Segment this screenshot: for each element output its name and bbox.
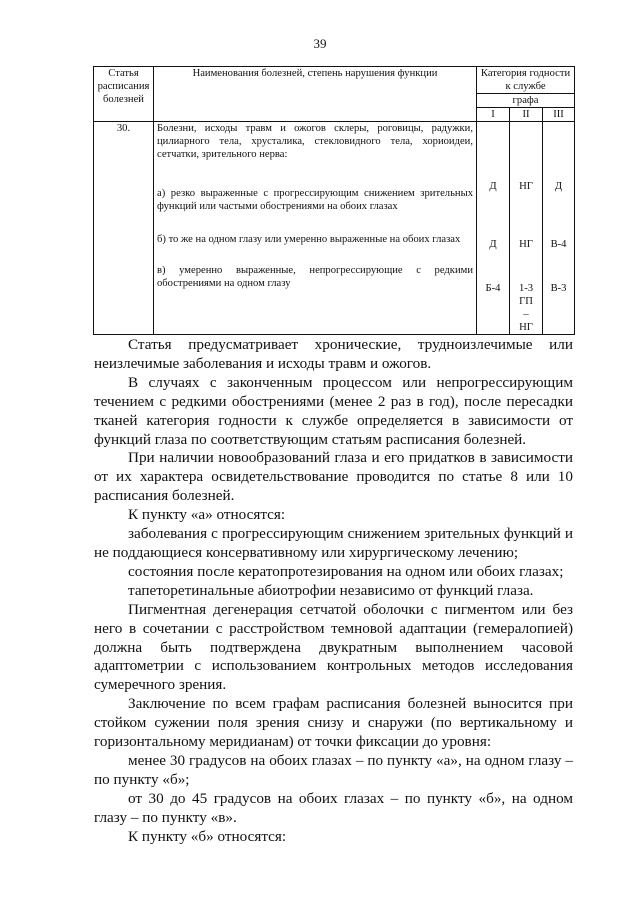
paragraph: Пигментная дегенерация сетчатой оболочки с пигментом или без него в сочетании с расстройством темновой адаптации (гемералопией) должна быть подтверждена двукратным выполнением часовой адаптометрии с использованием контрольных методов исследования сумеречного зрения. [94, 600, 573, 694]
article-commentary [94, 336, 573, 846]
item-a-grafa-2: НГ [519, 181, 533, 192]
item-b-grafa-1: Д [489, 239, 497, 250]
item-c-grafa-2: 1-3 ГП – НГ [518, 283, 534, 333]
header-column-3: III [543, 108, 575, 122]
header-column-2: II [510, 108, 543, 122]
header-disease-name: Наименования болезней, степень нарушения функции [154, 67, 477, 122]
paragraph: от 30 до 45 градусов на обоих глазах – по пункту «б», на одном глазу – по пункту «в». [94, 789, 573, 826]
disease-description [154, 122, 477, 335]
item-a-text: а) резко выраженные с прогрессирующим снижением зрительных функций или частыми обострениями на обоих глазах [157, 188, 473, 212]
paragraph: В случаях с законченным процессом или непрогрессирующим течением с редкими обострениями (менее 2 раз в год), после пересадки тканей категория годности к службе определяется в зависимости от функций глаза по соответствующим статьям расписания болезней. [94, 373, 573, 448]
paragraph: При наличии новообразований глаза и его придатков в зависимости от их характера освидетельствование проводится по статье 8 или 10 расписания болезней. [94, 449, 573, 505]
paragraph: К пункту «а» относятся: [128, 506, 286, 524]
disease-intro: Болезни, исходы травм и ожогов склеры, роговицы, радужки, цилиарного тела, хрусталика, стекловидного тела, хориоидеи, сетчатки, зрительного нерва: [157, 123, 473, 160]
grafa-3-values [543, 122, 575, 335]
item-c-grafa-1: Б-4 [485, 283, 501, 294]
header-column-1: I [477, 108, 510, 122]
table-row [94, 122, 575, 335]
header-grafa: графа [477, 94, 575, 108]
item-b-grafa-2: НГ [519, 239, 533, 250]
paragraph: Статья предусматривает хронические, трудноизлечимые или неизлечимые заболевания и исходы травм и ожогов. [94, 336, 573, 372]
grafa-2-values [510, 122, 543, 335]
paragraph: Заключение по всем графам расписания болезней выносится при стойком сужении поля зрения снизу и снаружи (по вертикальному и горизонтальному меридианам) от точки фиксации до уровня: [94, 695, 573, 751]
item-a-grafa-3: Д [554, 181, 563, 192]
paragraph: состояния после кератопротезирования на одном или обоих глазах; [128, 562, 564, 580]
paragraph: менее 30 градусов на обоих глазах – по пункту «а», на одном глазу – по пункту «б»; [94, 751, 573, 788]
header-article: Статья расписания болезней [94, 67, 154, 122]
header-fitness-category: Категория годности к службе [477, 67, 575, 94]
item-a-grafa-1: Д [489, 181, 497, 192]
article-number: 30. [94, 122, 154, 335]
item-b-text: б) то же на одном глазу или умеренно выраженные на обоих глазах [157, 234, 461, 245]
item-c-text: в) умеренно выраженные, непрогрессирующие с редкими обострениями на одном глазу [157, 265, 473, 289]
paragraph: тапеторетинальные абиотрофии независимо от функций глаза. [128, 581, 534, 599]
page-number: 39 [313, 36, 327, 51]
disease-schedule-table [93, 66, 575, 335]
grafa-1-values [477, 122, 510, 335]
item-c-grafa-3: В-3 [550, 283, 567, 294]
paragraph: К пункту «б» относятся: [128, 827, 287, 845]
item-b-grafa-3: В-4 [550, 239, 567, 250]
paragraph: заболевания с прогрессирующим снижением зрительных функций и не поддающиеся консервативному или хирургическому лечению; [94, 525, 573, 561]
